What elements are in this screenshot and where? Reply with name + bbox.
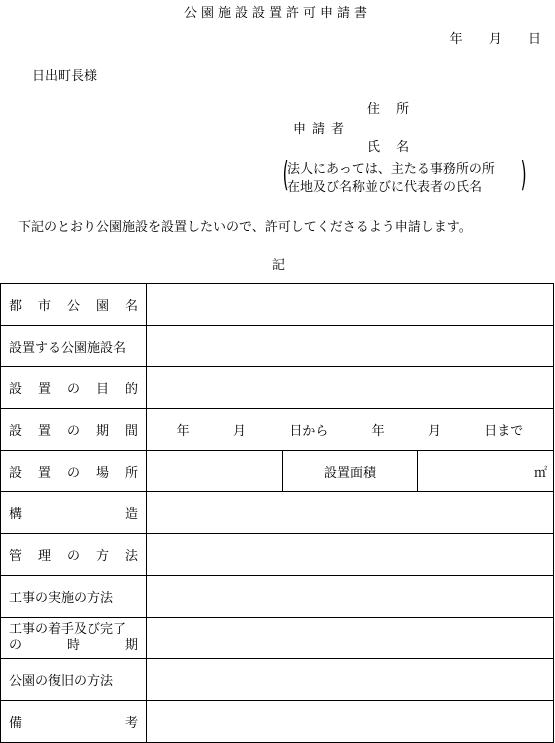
row-label: 備 考 [9, 715, 138, 731]
period-to-year: 年 [371, 423, 385, 439]
park-name-label [1, 284, 147, 326]
location-field[interactable] [147, 450, 283, 492]
row-label: 設 置 の 場 所 [9, 465, 138, 481]
table-row [1, 367, 554, 409]
structure-label [1, 492, 147, 534]
construction-timing-field[interactable] [147, 617, 554, 659]
table-row [1, 450, 554, 492]
construction-timing-label [1, 617, 147, 659]
note-line-1: 法人にあっては、主たる事務所の所 [287, 162, 495, 177]
period-from-year: 年 [176, 423, 190, 439]
purpose-label [1, 367, 147, 409]
period-to-day: 日まで [484, 423, 524, 439]
period-from-month: 月 [232, 423, 246, 439]
date-month: 月 [488, 32, 502, 47]
row-label: 都 市 公 園 名 [9, 298, 138, 314]
date-line [428, 28, 541, 47]
page-title: 公園施設設置許可申請書 [183, 6, 371, 21]
construction-method-label [1, 575, 147, 617]
facility-name-field[interactable] [147, 325, 554, 367]
row-label: 工事の実施の方法 [9, 590, 114, 606]
period-to-month: 月 [427, 423, 441, 439]
table-row [1, 325, 554, 367]
remarks-label [1, 700, 147, 742]
table-row [1, 659, 554, 701]
facility-name-label [1, 325, 147, 367]
right-paren: ) [520, 155, 527, 195]
purpose-field[interactable] [147, 367, 554, 409]
table-row [1, 617, 554, 659]
corporate-note [282, 155, 527, 197]
table-row [1, 534, 554, 576]
row-label: 設 置 の 期 間 [9, 423, 138, 439]
ki-heading: 記 [272, 258, 286, 273]
address-label: 住 所 [367, 102, 416, 117]
period-label [1, 409, 147, 451]
area-label: 設置面積 [282, 450, 418, 492]
structure-field[interactable] [147, 492, 554, 534]
row-label-line-1: 工事の着手及び完了 [9, 621, 127, 637]
location-label [1, 450, 147, 492]
row-label: 公園の復旧の方法 [9, 674, 114, 690]
restoration-label [1, 659, 147, 701]
name-label: 氏 名 [367, 140, 416, 155]
left-paren: ( [282, 155, 289, 195]
period-text [155, 420, 545, 439]
table-row [1, 409, 554, 451]
row-label: 管 理 の 方 法 [9, 548, 138, 564]
park-name-field[interactable] [147, 284, 554, 326]
period-field[interactable] [147, 409, 554, 451]
row-label: 設 置 の 目 的 [9, 382, 138, 398]
note-line-2: 在地及び名称並びに代表者の氏名 [287, 180, 483, 195]
table-row [1, 492, 554, 534]
table-row [1, 284, 554, 326]
recipient: 日出町長様 [32, 69, 98, 84]
remarks-field[interactable] [147, 700, 554, 742]
construction-method-field[interactable] [147, 575, 554, 617]
table-row [1, 700, 554, 742]
management-field[interactable] [147, 534, 554, 576]
applicant-label: 申請者 [293, 122, 351, 137]
area-field[interactable] [418, 450, 554, 492]
application-form-table [0, 283, 554, 743]
date-year: 年 [449, 32, 463, 47]
row-label: 構 造 [9, 507, 138, 523]
area-unit: ㎡ [533, 465, 547, 481]
date-day: 日 [527, 32, 541, 47]
table-row [1, 575, 554, 617]
row-label: 設置する公園施設名 [9, 340, 127, 356]
row-label-line-2: の 時 期 [9, 637, 138, 653]
period-from-day: 日から [289, 423, 329, 439]
management-label [1, 534, 147, 576]
restoration-field[interactable] [147, 659, 554, 701]
request-text: 下記のとおり公園施設を設置したいので、許可してくださるよう申請します。 [18, 220, 472, 235]
